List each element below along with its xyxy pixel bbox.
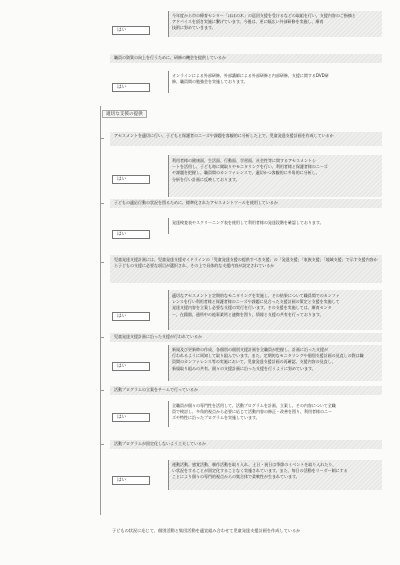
section-heading: 適切な支援の提供 bbox=[102, 110, 147, 118]
answer-box: はい bbox=[112, 476, 150, 485]
next-question-text: 子どもの状況に応じて、個別活動と集団活動を適宜組み合わせて児童発達支援計画を作成しているか bbox=[112, 528, 301, 533]
section-frame bbox=[100, 106, 101, 515]
question-bar: アセスメントを適切に行い、子どもと保護者のニーズや課題を客観的に分析した上で、児童発達支援計画を作成しているか bbox=[110, 132, 382, 146]
answer-box: はい bbox=[112, 26, 150, 35]
answer-box: はい bbox=[112, 83, 150, 92]
question-bar: 職員の資質の向上を行うために、研修の機会を提供しているか bbox=[110, 54, 382, 63]
answer-box: はい bbox=[112, 413, 150, 422]
response-text: 利用者様の健康面、生活面、行動面、学習面、社会性等に関するアセスメントシ ートを活用し、子ども毎に聞取りやモニタリングを行い、利用者様と保護者様のニーズ や課題を把握し、職員間のカンファレンスで、適切かつ客観的に多角的に分析し、 分析を行い計画に反映しております。 bbox=[168, 155, 382, 197]
response-text: 全職員が個々の専門性を活用して、活動プログラムを計画、立案し、その内容について全職 員で検討し、多角的視点から必要に応じて活動内容の修正・改善を図り、利用者様のニー ズや特性に沿ったプログラムを実施しています。 bbox=[168, 401, 382, 427]
question-bar: 活動プログラムが固定化しないよう工夫しているか bbox=[110, 440, 382, 449]
question-bar: 子どもの適応行動の状況を図るために、標準化されたアセスメントツールを使用しているか bbox=[110, 199, 382, 208]
question-bar: 児童発達支援計画には、児童発達支援ガイドラインの「児童発達支援の提供すべき支援」の「発達支援」「家族支援」「地域支援」で示す支援内容から子どもの支援に必要な項目が選択され、その上で具体的な支援内容が設定されているか bbox=[110, 255, 382, 283]
response-text: 今年度から市の療育センター「ほほの木」の巡回支援を受けるなどの取組を行い、支援内容のご指摘と アドバイスを頂き実施に繋げています。今後は、更に幅広い外部研修を実施し、療育 技術に努めていきます。 bbox=[168, 11, 382, 37]
response-text: オンラインによる外部研修、外部講師による外部研修と内部研修、支援に関するDVD研 修、職員間の勉強会を実施しております。 bbox=[168, 71, 382, 93]
frame-tick bbox=[100, 390, 104, 391]
answer-box: はい bbox=[112, 312, 150, 321]
answer-box: はい bbox=[112, 175, 150, 184]
answer-box: はい bbox=[112, 230, 150, 239]
response-text: 新規及び更新時の作成、各個別の個別支援計画を全職員が把握し、計画に沿った支援が 行われるように周知して取り組んでいます。また、定期的なモニタリングや個別支援計画の見直しの際は職 員間のカンファレンス等の実施において、児童発達支援計画の再確認、支援内容の見直し、 新規取り組みの共有、個々の支援計画に沿った支援を行うように努めています。 bbox=[168, 345, 382, 381]
answer-box: はい bbox=[112, 362, 150, 371]
frame-tick bbox=[100, 337, 104, 338]
response-text: 発達検査表やスクリーニング表を使用して利用者様の発達段階を確認しております。 bbox=[168, 218, 382, 234]
question-bar: 児童発達支援計画に沿った支援が行われているか bbox=[110, 333, 382, 342]
question-bar: 活動プログラムの立案をチームで行っているか bbox=[110, 386, 382, 395]
frame-tick bbox=[100, 444, 104, 445]
response-text: 運動活動、感覚活動、制作活動を取り入れ、土日・祝日は季節のイベントを取り入れたり、 い状況をすることが固定化することなく実施されています。また、毎日の活動をリーダー制にする ことにより個々の専門的視点からの集合体で柔軟性が生まれています。 bbox=[168, 460, 382, 490]
frame-tick bbox=[100, 203, 104, 204]
response-text: 適切なアセスメントと定期的なモニタリングを実施し、その結果について職員間でのカンファ レンスを行い利用者様と保護者様のニーズや課題に見合った支援計画の策定と支援を実施して 発達支援内容を立案し必要な支援の実行を行います。その支援を実施しては、療育センタ ー、在籍園、通所中の他事業所と連携を図り、情報と支援の共有を行っております。 bbox=[168, 290, 382, 330]
frame-tick bbox=[100, 138, 104, 139]
frame-tick bbox=[100, 262, 104, 263]
